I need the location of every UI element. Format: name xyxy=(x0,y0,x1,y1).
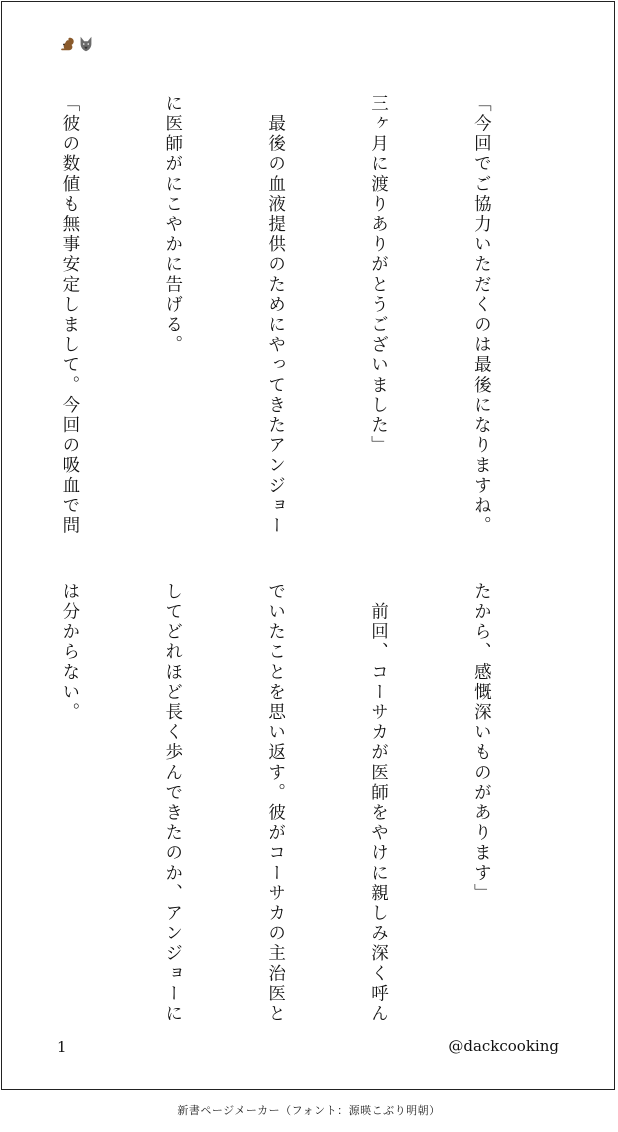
text-block-lower xyxy=(0,582,567,1025)
text-line: 最後の血液提供のためにやってきたアンジョー xyxy=(265,94,286,537)
text-line: してどれほど長く歩んできたのか、アンジョーに xyxy=(162,582,183,1025)
text-line: 「彼の数値も無事安定しまして。今回の吸血で問 xyxy=(59,94,80,537)
text-line: 三ヶ月に渡りありがとうございました」 xyxy=(368,94,389,456)
header-icons xyxy=(58,35,95,53)
page-frame xyxy=(1,1,615,1090)
text-line: たから、感慨深いものがあります」 xyxy=(471,582,492,904)
text-line: は分からない。 xyxy=(59,582,80,723)
text-line: 「今回でご協力いただくのは最後になりますね。 xyxy=(471,94,492,537)
author-handle: @dackcooking xyxy=(448,1037,559,1055)
text-line: でいたことを思い返す。彼がコーサカの主治医と xyxy=(265,582,286,1025)
generator-credit: 新書ページメーカー（フォント：源暎こぶり明朝） xyxy=(177,1104,441,1117)
text-line: に医師がにこやかに告げる。 xyxy=(162,94,183,356)
text-block-upper xyxy=(0,94,567,537)
squirrel-icon xyxy=(58,35,76,53)
page-number: 1 xyxy=(57,1038,67,1056)
text-line: 前回、コーサカが医師をやけに親しみ深く呼ん xyxy=(368,582,389,1025)
wolf-icon xyxy=(77,35,95,53)
